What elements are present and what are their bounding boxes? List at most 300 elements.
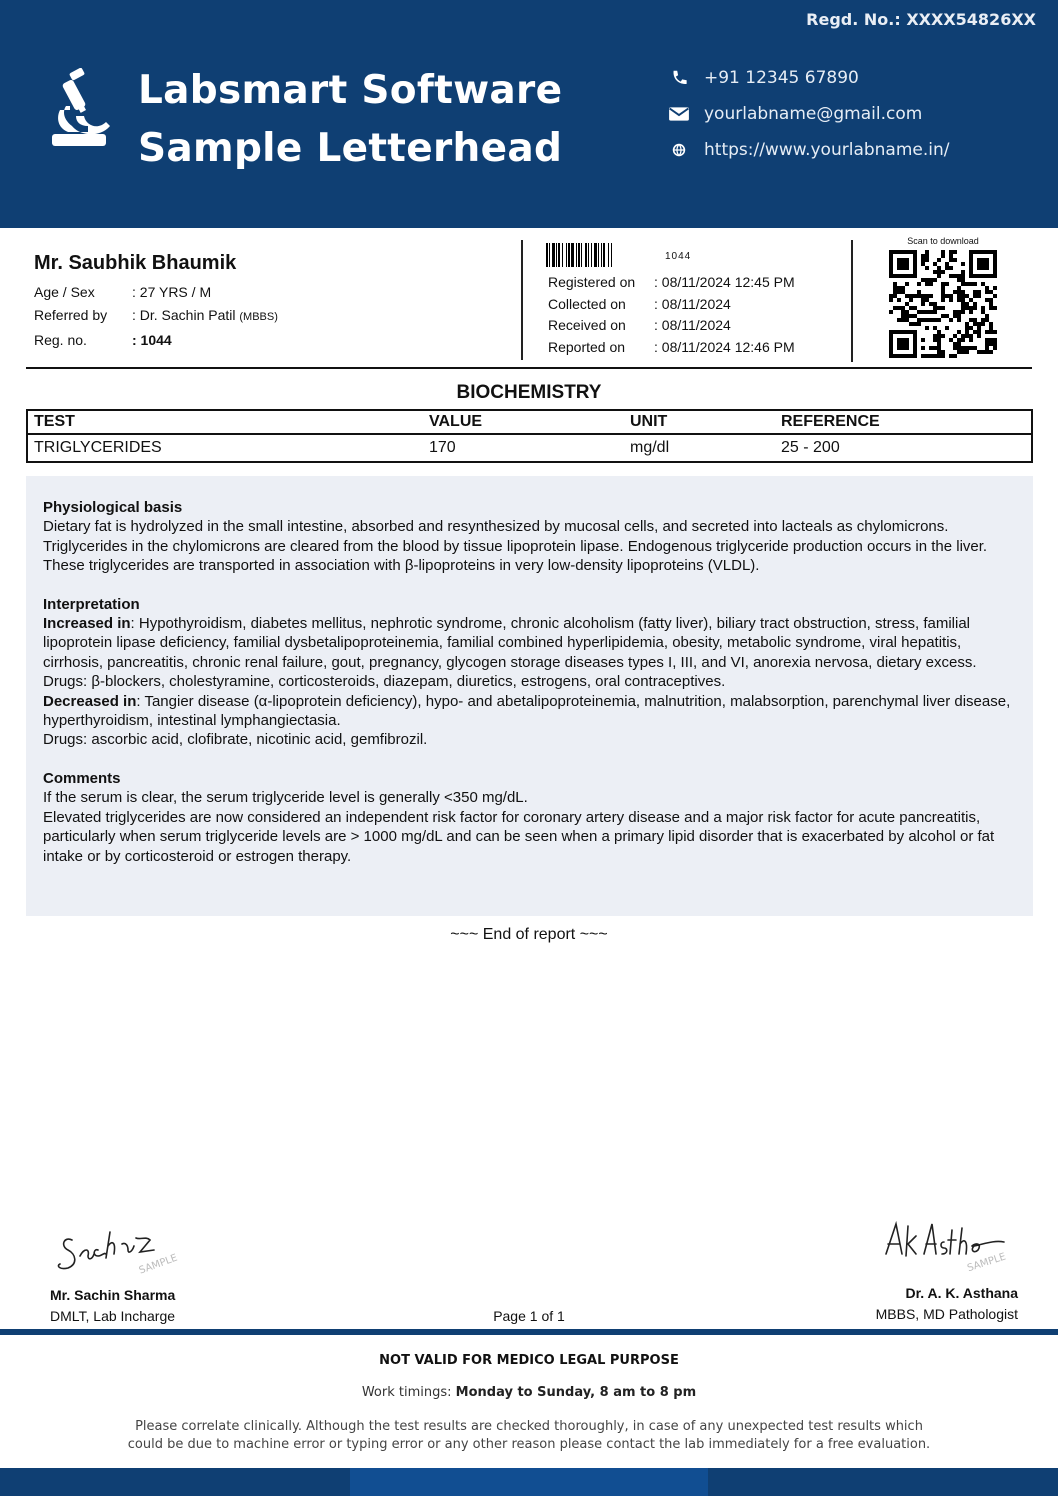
qr-module <box>985 350 989 354</box>
qr-module <box>897 258 909 270</box>
qr-module <box>981 282 985 286</box>
qr-module <box>973 318 977 322</box>
qr-module <box>909 314 913 318</box>
test-unit: mg/dl <box>630 439 670 456</box>
qr-module <box>977 326 981 330</box>
column-test: TEST <box>34 413 75 430</box>
qr-module <box>957 338 961 342</box>
patient-name: Mr. Saubhik Bhaumik <box>34 252 237 274</box>
qr-module <box>889 298 893 302</box>
divider-left <box>521 240 523 360</box>
disclaimer <box>0 1418 1058 1454</box>
qr-module <box>961 298 965 302</box>
qr-module <box>949 254 953 258</box>
qr-module <box>921 354 925 358</box>
qr-module <box>985 338 989 342</box>
qr-module <box>981 318 985 322</box>
comments-title: Comments <box>43 769 121 787</box>
qr-module <box>933 302 937 306</box>
barcode <box>546 243 613 267</box>
qr-module <box>965 346 969 350</box>
qr-module <box>925 278 929 282</box>
increased-label: Increased in <box>43 615 131 633</box>
qr-module <box>957 330 961 334</box>
referred-row <box>34 304 278 329</box>
qr-module <box>933 318 937 322</box>
page-number: Page 1 of 1 <box>493 1308 565 1324</box>
qr-module <box>953 274 957 278</box>
received-label: Received on <box>548 317 626 333</box>
reported-label: Reported on <box>548 338 626 355</box>
reg-value: : 1044 <box>132 332 172 348</box>
reported-value: : 08/11/2024 12:46 PM <box>654 338 795 355</box>
qr-module <box>989 330 993 334</box>
qr-module <box>961 270 965 274</box>
qr-module <box>953 354 957 358</box>
qr-module <box>957 342 961 346</box>
qr-module <box>925 354 929 358</box>
qr-module <box>969 318 973 322</box>
qr-module <box>933 262 937 266</box>
drugs-increased: Drugs: β-blockers, cholestyramine, corticosteroids, diazepam, diuretics, estrogens, oral contraceptives. <box>43 673 726 691</box>
qr-module <box>901 290 905 294</box>
qr-module <box>889 310 893 314</box>
sample-dates <box>548 272 795 358</box>
qr-module <box>989 342 993 346</box>
reported-row <box>548 337 795 359</box>
qr-module <box>977 294 981 298</box>
qr-module <box>941 298 945 302</box>
qr-module <box>929 278 933 282</box>
qr-module <box>945 314 949 318</box>
qr-module <box>953 346 957 350</box>
received-value: : 08/11/2024 <box>654 317 731 333</box>
qr-module <box>953 334 957 338</box>
qr-module <box>985 314 989 318</box>
received-row <box>548 315 795 337</box>
qr-module <box>921 298 925 302</box>
qr-module <box>989 326 993 330</box>
qr-module <box>905 302 909 306</box>
qr-module <box>941 250 945 254</box>
qr-module <box>941 282 945 286</box>
qr-module <box>969 338 973 342</box>
qr-module <box>905 310 909 314</box>
qr-module <box>893 306 897 310</box>
qr-module <box>957 290 961 294</box>
decreased-text: : Tangier disease (α-lipoprotein deficiency), hypo- and abetalipoproteinemia, malnutrition, malabsorption, parenchymal liver disease, hyperthyroidism, intestinal lymphangiectasia. <box>43 692 1011 730</box>
qr-module <box>941 334 945 338</box>
qr-module <box>933 310 937 314</box>
qr-module <box>897 318 901 322</box>
qr-module <box>897 298 901 302</box>
qr-module <box>937 270 941 274</box>
qr-module <box>937 306 941 310</box>
decreased-para <box>43 692 1016 731</box>
qr-module <box>961 294 965 298</box>
referred-doctor: : Dr. Sachin Patil <box>132 307 236 323</box>
qr-module <box>941 286 945 290</box>
website-contact[interactable] <box>668 140 950 160</box>
qr-module <box>921 278 925 282</box>
qr-module <box>933 346 937 350</box>
qr-module <box>941 290 945 294</box>
qr-module <box>937 258 941 262</box>
qr-module <box>937 266 941 270</box>
qr-module <box>973 346 977 350</box>
qr-module <box>937 334 941 338</box>
right-signatory-role: MBBS, MD Pathologist <box>875 1306 1018 1322</box>
letterhead-header <box>0 0 1058 228</box>
qr-module <box>913 314 917 318</box>
age-sex-row <box>34 281 278 304</box>
qr-module <box>949 354 953 358</box>
qr-module <box>949 338 953 342</box>
qr-module <box>993 342 997 346</box>
qr-module <box>981 306 985 310</box>
qr-module <box>905 294 909 298</box>
qr-module <box>969 282 973 286</box>
qr-module <box>893 294 897 298</box>
qr-module <box>961 338 965 342</box>
reg-label: Reg. no. <box>34 332 87 348</box>
qr-module <box>989 290 993 294</box>
qr-module <box>965 302 969 306</box>
qr-module <box>989 298 993 302</box>
qr-code[interactable] <box>889 250 997 358</box>
qr-module <box>929 294 933 298</box>
qr-module <box>989 306 993 310</box>
qr-module <box>953 258 957 262</box>
qr-module <box>913 294 917 298</box>
qr-module <box>957 274 961 278</box>
qr-module <box>949 318 953 322</box>
lab-title-line2: Sample Letterhead <box>138 126 563 171</box>
qr-module <box>973 294 977 298</box>
qr-module <box>957 294 961 298</box>
qr-module <box>957 350 961 354</box>
qr-module <box>953 310 957 314</box>
qr-module <box>941 254 945 258</box>
right-signatory-name: Dr. A. K. Asthana <box>905 1285 1018 1301</box>
physio-title: Physiological basis <box>43 499 183 516</box>
qr-module <box>929 302 933 306</box>
qr-module <box>981 322 985 326</box>
qr-module <box>961 282 965 286</box>
left-signatory-name: Mr. Sachin Sharma <box>50 1287 176 1303</box>
qr-module <box>993 330 997 334</box>
registered-label: Registered on <box>548 274 636 290</box>
qr-module <box>937 330 941 334</box>
qr-module <box>961 262 965 266</box>
qr-module <box>941 314 945 318</box>
qr-module <box>969 326 973 330</box>
qr-module <box>957 298 961 302</box>
section-title: BIOCHEMISTRY <box>456 382 602 403</box>
qr-module <box>909 306 913 310</box>
qr-module <box>917 322 921 326</box>
qr-module <box>925 310 929 314</box>
qr-module <box>961 278 965 282</box>
qr-module <box>933 354 937 358</box>
qr-module <box>909 294 913 298</box>
physio-para-1: Dietary fat is hydrolyzed in the small intestine, absorbed and resynthesized by mucosal cells, and secreted into lacteals as chylomicrons. <box>43 518 949 536</box>
qr-module <box>957 310 961 314</box>
qr-module <box>985 318 989 322</box>
work-timings <box>0 1385 1058 1400</box>
qr-module <box>925 254 929 258</box>
qr-module <box>925 318 929 322</box>
qr-module <box>925 258 929 262</box>
qr-module <box>937 354 941 358</box>
qr-module <box>941 350 945 354</box>
email-contact[interactable] <box>668 104 922 124</box>
qr-module <box>917 294 921 298</box>
qr-module <box>977 334 981 338</box>
qr-module <box>957 314 961 318</box>
qr-module <box>941 354 945 358</box>
patient-info <box>34 252 278 352</box>
qr-module <box>925 326 929 330</box>
qr-module <box>929 354 933 358</box>
qr-module <box>993 346 997 350</box>
results-table <box>26 409 1033 463</box>
collected-value: : 08/11/2024 <box>654 295 731 312</box>
qr-module <box>949 258 953 262</box>
qr-module <box>961 310 965 314</box>
header-rule <box>26 367 1032 369</box>
qr-module <box>933 270 937 274</box>
reg-row <box>34 329 278 352</box>
qr-module <box>925 266 929 270</box>
qr-module <box>901 306 905 310</box>
qr-module <box>957 286 961 290</box>
phone-contact[interactable] <box>668 68 859 88</box>
table-header <box>28 411 1031 435</box>
qr-module <box>937 346 941 350</box>
table-row <box>28 435 1031 461</box>
drugs-decreased: Drugs: ascorbic acid, clofibrate, nicotinic acid, gemfibrozil. <box>43 731 428 749</box>
not-valid-notice: NOT VALID FOR MEDICO LEGAL PURPOSE <box>379 1353 679 1368</box>
qr-module <box>961 306 965 310</box>
qr-module <box>933 334 937 338</box>
comment-2: Elevated triglycerides are now considered an independent risk factor for coronary artery disease and a major risk factor for acute pancreatitis, particularly when serum triglyceride levels are > 1000 mg/dL and can be seen when a primary lipid disorder that is exacerbated by alcohol or fat intake or by corticosteroid or estrogen therapy. <box>43 808 995 865</box>
qr-module <box>945 262 949 266</box>
qr-module <box>981 310 985 314</box>
qr-module <box>897 338 909 350</box>
qr-module <box>937 318 941 322</box>
qr-module <box>977 322 981 326</box>
qr-module <box>957 346 961 350</box>
qr-module <box>901 314 905 318</box>
qr-module <box>937 274 941 278</box>
qr-module <box>985 346 989 350</box>
qr-module <box>933 278 937 282</box>
qr-module <box>913 306 917 310</box>
sample-stamp-left: SAMPLE <box>137 1252 179 1277</box>
qr-module <box>921 338 925 342</box>
lab-title-line1: Labsmart Software <box>138 68 563 113</box>
registered-value: : 08/11/2024 12:45 PM <box>654 274 795 290</box>
qr-module <box>961 302 965 306</box>
qr-module <box>897 286 901 290</box>
disclaimer-line-1: Please correlate clinically. Although the test results are checked thoroughly, in case of any unexpected test results which <box>135 1419 923 1434</box>
qr-module <box>925 282 929 286</box>
registration-number: Regd. No.: XXXX54826XX <box>806 10 1036 29</box>
qr-module <box>949 250 953 254</box>
email-text: yourlabname@gmail.com <box>704 104 923 124</box>
qr-module <box>953 290 957 294</box>
qr-module <box>977 330 981 334</box>
qr-module <box>953 250 957 254</box>
qr-module <box>913 322 917 326</box>
qr-module <box>989 350 993 354</box>
qr-module <box>965 322 969 326</box>
left-signatory-role: DMLT, Lab Incharge <box>50 1308 176 1324</box>
qr-module <box>981 350 985 354</box>
qr-module <box>941 294 945 298</box>
qr-module <box>933 306 937 310</box>
qr-module <box>973 302 977 306</box>
qr-module <box>917 290 921 294</box>
qr-module <box>949 294 953 298</box>
qr-module <box>949 266 953 270</box>
qr-module <box>961 290 965 294</box>
qr-module <box>969 334 973 338</box>
collected-row <box>548 294 795 316</box>
column-value: VALUE <box>429 413 483 430</box>
qr-module <box>945 282 949 286</box>
qr-module <box>985 290 989 294</box>
qr-module <box>985 286 989 290</box>
globe-icon <box>668 141 690 159</box>
qr-module <box>921 318 925 322</box>
qr-module <box>973 306 977 310</box>
website-text: https://www.yourlabname.in/ <box>704 140 950 160</box>
qr-module <box>989 302 993 306</box>
qr-module <box>977 350 981 354</box>
qr-module <box>977 290 981 294</box>
qr-module <box>889 294 893 298</box>
footer-rule <box>0 1329 1058 1335</box>
qr-module <box>949 274 953 278</box>
scan-label: Scan to download <box>907 236 979 246</box>
qr-module <box>921 310 925 314</box>
column-reference: REFERENCE <box>781 413 880 430</box>
end-of-report: ~~~ End of report ~~~ <box>450 926 608 943</box>
qr-module <box>901 318 905 322</box>
signature-image-right <box>868 1212 1018 1278</box>
physio-para-2: Triglycerides in the chylomicrons are cleared from the blood by tissue lipoprotein lipase. Endogenous triglyceride production occurs in the liver. These triglycerides are transported in association with β-lipoproteins in very low-density lipoproteins (VLDL). <box>43 537 988 575</box>
qr-module <box>917 282 921 286</box>
test-value: 170 <box>429 439 456 456</box>
qr-module <box>985 342 989 346</box>
qr-module <box>945 294 949 298</box>
qr-module <box>897 290 901 294</box>
qr-module <box>929 318 933 322</box>
qr-module <box>929 346 933 350</box>
qr-module <box>973 282 977 286</box>
sample-stamp-right: SAMPLE <box>965 1251 1008 1275</box>
qr-module <box>921 346 925 350</box>
age-sex-value: : 27 YRS / M <box>132 284 212 300</box>
qr-module <box>969 310 973 314</box>
qr-module <box>969 306 973 310</box>
qr-module <box>969 298 973 302</box>
qr-module <box>901 286 905 290</box>
qr-module <box>905 314 909 318</box>
qr-module <box>937 350 941 354</box>
qr-module <box>937 342 941 346</box>
qr-module <box>973 322 977 326</box>
qr-module <box>917 310 921 314</box>
qr-module <box>969 346 973 350</box>
qr-module <box>925 294 929 298</box>
qr-module <box>937 338 941 342</box>
qr-module <box>965 334 969 338</box>
qr-module <box>925 250 929 254</box>
timings-value: Monday to Sunday, 8 am to 8 pm <box>455 1385 697 1400</box>
qr-module <box>925 298 929 302</box>
qr-module <box>977 258 989 270</box>
qr-module <box>973 330 977 334</box>
phone-icon <box>668 69 690 87</box>
qr-module <box>985 298 989 302</box>
divider-right <box>851 240 853 362</box>
qr-module <box>921 258 925 262</box>
qr-module <box>909 322 913 326</box>
qr-module <box>921 294 925 298</box>
qr-module <box>929 310 933 314</box>
registered-row <box>548 272 795 294</box>
qr-module <box>961 346 965 350</box>
test-name: TRIGLYCERIDES <box>34 439 162 456</box>
qr-module <box>917 318 921 322</box>
qr-module <box>957 318 961 322</box>
qr-module <box>993 294 997 298</box>
qr-module <box>961 274 965 278</box>
barcode-bar <box>612 243 613 267</box>
qr-module <box>933 338 937 342</box>
age-sex-label: Age / Sex <box>34 284 95 300</box>
bottom-bar-accent <box>350 1468 708 1496</box>
referred-value <box>132 304 278 329</box>
increased-text: : Hypothyroidism, diabetes mellitus, nephrotic syndrome, chronic alcoholism (fatty liver), biliary tract obstruction, stress, familial lipoprotein lipase deficiency, familial dysbetalipoproteinemia, familial combined hyperlipidemia, obesity, metabolic syndrome, viral hepatitis, cirrhosis, pancreatitis, chronic renal failure, gout, pregnancy, glycogen storage diseases types I, III, and VI, anorexia nervosa, dietary excess. <box>43 615 977 671</box>
qr-module <box>965 282 969 286</box>
qr-module <box>893 286 897 290</box>
comment-1: If the serum is clear, the serum triglyceride level is generally <350 mg/dL. <box>43 789 528 807</box>
qr-module <box>965 306 969 310</box>
qr-module <box>941 270 945 274</box>
referred-qualification: (MBBS) <box>239 311 278 323</box>
column-unit: UNIT <box>630 413 668 430</box>
test-reference: 25 - 200 <box>781 439 840 456</box>
qr-module <box>905 282 909 286</box>
qr-module <box>957 278 961 282</box>
bottom-bar <box>0 1468 1058 1496</box>
qr-module <box>961 350 965 354</box>
qr-module <box>961 334 965 338</box>
phone-text: +91 12345 67890 <box>704 68 859 88</box>
email-icon <box>668 105 690 123</box>
referred-label: Referred by <box>34 307 108 323</box>
timings-label: Work timings: <box>361 1385 452 1400</box>
qr-module <box>893 290 897 294</box>
qr-module <box>993 286 997 290</box>
qr-module <box>929 282 933 286</box>
qr-module <box>941 306 945 310</box>
qr-module <box>909 298 913 302</box>
